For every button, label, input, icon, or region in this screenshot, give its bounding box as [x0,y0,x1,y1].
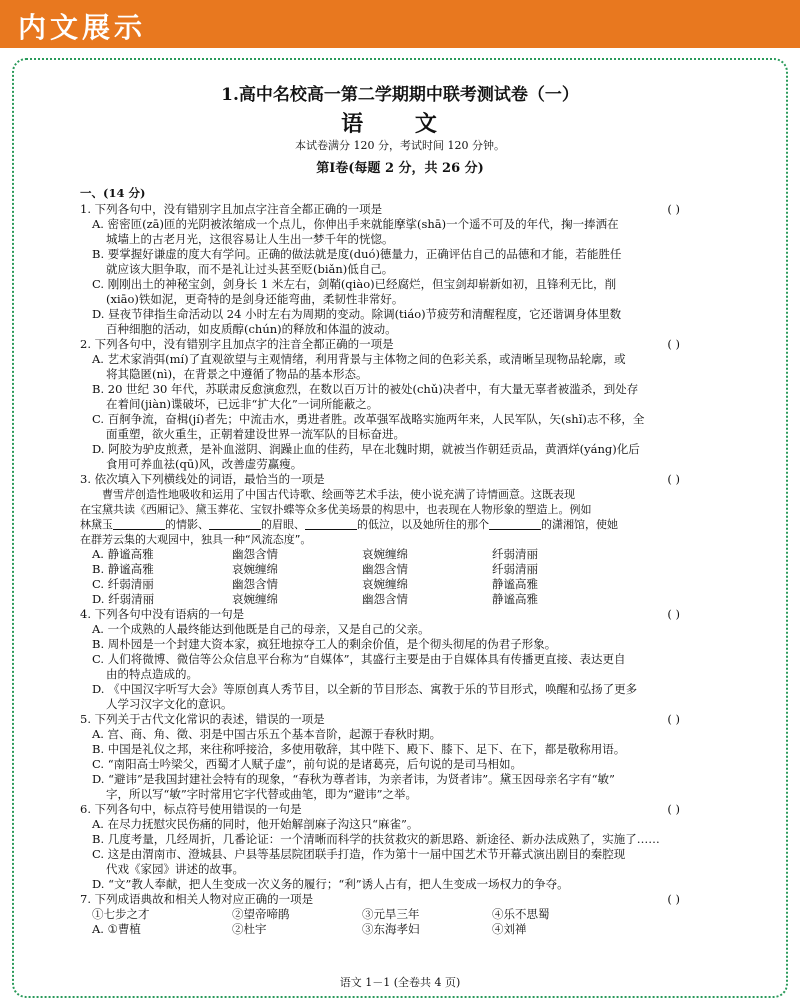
question-1 [80,202,720,337]
option-a-row [80,547,720,562]
option-c-cont: (xiāo)铁如泥，更奇特的是剑身还能弯曲，柔韧性非常好。 [106,292,404,306]
idiom-cell: ②望帝啼鹃 [232,907,290,921]
option-cell: 纤弱清丽 [492,547,538,561]
banner-title: 内文展示 [18,11,147,44]
idiom-row [80,907,720,922]
passage-line: 在宝黛共读《西厢记》、黛玉葬花、宝钗扑蝶等众多优美场景的构思中，也表现在人物形象的塑造上。例如 [80,503,592,516]
option-b-cont: 就应该大胆争取，而不是礼让过头甚至贬(biǎn)低自己。 [106,262,394,276]
passage-text: 的低泣，以及她所住的那个 [357,518,489,531]
option-d: D. 昼夜节律指生命活动以 24 小时左右为周期的变动。除调(tiáo)节疲劳和清醒程度，它还谐调身体里数 [92,307,622,321]
option-b-cont: 在着间(jiàn)谍破坏，已远非“扩大化”一词所能蔽之。 [106,397,379,411]
idiom-cell: ④乐不思蜀 [492,907,550,921]
option-c: C. 这是由渭南市、澄城县、户县等基层院团联手打造，作为第十一届中国艺术节开幕式演出剧目的秦腔现 [92,847,626,861]
option-d-cont: 人学习汉字文化的意识。 [106,697,233,711]
option-d: D. “文”教人奉献，把人生变成一次义务的履行；“利”诱人占有，把人生变成一场权力的争夺。 [92,877,569,891]
idiom-cell: ①七步之才 [92,907,150,921]
option-c: C. 百舸争流，奋楫(jí)者先；中流击水，勇进者胜。改革强军战略实施两年来，人民军队，矢(shǐ)志不移，全 [92,412,645,426]
question-4 [80,607,720,712]
question-2 [80,337,720,472]
fill-blank [113,518,165,530]
option-a: A. 艺术家消弭(mí)了直观欲望与主观情绪，利用背景与主体物之间的色彩关系，或清晰呈现物品轮廓，或 [92,352,626,366]
exam-paper [80,84,720,937]
passage-text: 的潇湘馆，使她 [541,518,618,531]
option-cell: C. 纤弱清丽 [92,577,154,591]
option-d-cont: 食用可养血祛(qū)风，改善虚劳赢瘦。 [106,457,303,471]
part-heading: 第Ⅰ卷(每题 2 分，共 26 分) [316,161,484,176]
option-cell: 幽怨含情 [232,547,278,561]
option-d: D. “避讳”是我国封建社会特有的现象，“春秋为尊者讳，为亲者讳，为贤者讳”。黛玉因母亲名字有“敏” [92,772,615,786]
answer-bracket: ( ) [667,712,680,726]
option-a-cont: 将其隐匿(nì)，在背景之中遵循了物品的基本形态。 [106,367,368,381]
passage-line-blanks [80,517,720,532]
answer-bracket: ( ) [667,337,680,351]
option-d: D. 《中国汉字听写大会》等原创真人秀节目，以全新的节目形态、寓教于乐的节目形式，唤醒和弘扬了更多 [92,682,638,696]
question-stem: 6. 下列各句中，标点符号使用错误的一句是 [80,802,302,816]
option-cell: D. 纤弱清丽 [92,592,155,606]
question-stem: 4. 下列各句中没有语病的一句是 [80,607,245,621]
option-cell: ②杜宇 [232,922,267,936]
fill-blank [305,518,357,530]
question-stem: 2. 下列各句中，没有错别字且加点字的注音全都正确的一项是 [80,337,394,351]
option-cell: B. 静谧高雅 [92,562,154,576]
option-cell: 静谧高雅 [492,592,538,606]
option-cell: ③东海孝妇 [362,922,420,936]
option-b: B. 周朴园是一个封建大资本家，疯狂地掠夺工人的剩余价值，是个彻头彻尾的伪君子形象。 [92,637,557,651]
passage-text: 的眉眼、 [261,518,305,531]
option-a-cont: 城墙上的古老月光，这很容易让人生出一梦千年的恍惚。 [106,232,394,246]
question-5 [80,712,720,802]
option-cell: 幽怨含情 [232,577,278,591]
option-cell: ④刘禅 [492,922,527,936]
option-a: A. 宫、商、角、徵、羽是中国古乐五个基本音阶，起源于春秋时期。 [92,727,442,741]
answer-bracket: ( ) [667,607,680,621]
option-c: C. “南阳高士吟梁父，西蜀才人赋子虚”，前句说的是诸葛亮，后句说的是司马相如。 [92,757,522,771]
option-cell: 纤弱清丽 [492,562,538,576]
subject-title: 语 文 [341,111,459,137]
option-a: A. 一个成熟的人最终能达到他既是自己的母亲，又是自己的父亲。 [92,622,430,636]
option-c-cont: 由的特点造成的。 [106,667,198,681]
question-stem: 7. 下列成语典故和相关人物对应正确的一项是 [80,892,314,906]
option-b: B. 几度考量，几经周折，几番论证：一个清晰而科学的扶贫救灾的新思路、新途径、新办法成熟了，实施了…… [92,832,660,846]
option-cell: 静谧高雅 [492,577,538,591]
option-cell: 幽怨含情 [362,592,408,606]
option-b: B. 20 世纪 30 年代，苏联肃反愈演愈烈，在数以百万计的被处(chǔ)决者中，有大量无辜者被滥杀，到处存 [92,382,639,396]
header-banner [0,0,800,48]
exam-info: 本试卷满分 120 分，考试时间 120 分钟。 [295,139,505,152]
answer-bracket: ( ) [667,472,680,486]
passage-text: 的情影、 [165,518,209,531]
option-c: C. 人们将微博、微信等公众信息平台称为“自媒体”，其盛行主要是由于自媒体具有传播更直接、表达更自 [92,652,626,666]
question-stem: 3. 依次填入下列横线处的词语，最恰当的一项是 [80,472,325,486]
option-cell: A. ①曹植 [92,922,141,936]
answer-bracket: ( ) [667,892,680,906]
option-cell: 哀婉缠绵 [362,547,408,561]
passage-text: 林黛玉 [80,518,113,531]
option-d-cont: 字，所以写“敏”字时常用它字代替或曲笔，即为“避讳”之举。 [106,787,418,801]
option-cell: 哀婉缠绵 [232,592,278,606]
option-cell: 哀婉缠绵 [362,577,408,591]
option-cell: A. 静谧高雅 [92,547,154,561]
question-3 [80,472,720,607]
option-b: B. 要掌握好谦虚的度大有学问。正确的做法就是度(duó)德量力，正确评估自己的品德和才能，若能胜任 [92,247,622,261]
option-a: A. 密密匝(zā)匝的光阴被浓缩成一个点儿，你伸出手来就能摩挲(shā)一个遥不可及的年代，掬一捧洒在 [92,217,619,231]
question-7 [80,892,720,937]
option-d-row [80,592,720,607]
question-stem: 5. 下列关于古代文化常识的表述，错误的一项是 [80,712,325,726]
option-d-cont: 百种细胞的活动，如皮质醇(chún)的释放和体温的波动。 [106,322,397,336]
answer-bracket: ( ) [667,202,680,216]
exam-title: 1.高中名校高一第二学期期中联考测试卷（一） [221,85,579,105]
option-a: A. 在尽力抚慰灾民伤痛的同时，他开始解剖麻子沟这只“麻雀”。 [92,817,419,831]
section-heading: 一、(14 分) [80,186,146,200]
option-c-row [80,577,720,592]
option-c-cont: 面重塑，欲火重生，正朝着建设世界一流军队的目标奋进。 [106,427,405,441]
option-b-row [80,562,720,577]
option-c: C. 刚刚出土的神秘宝剑，剑身长 1 米左右，剑鞘(qiào)已经腐烂，但宝剑却崭新如初，且锋利无比，削 [92,277,617,291]
option-cell: 幽怨含情 [362,562,408,576]
option-a-row [80,922,720,937]
page-footer: 语文 1－1 (全卷共 4 页) [339,976,461,989]
fill-blank [489,518,541,530]
passage-line: 曹雪芹创造性地吸收和运用了中国古代诗歌、绘画等艺术手法，使小说充满了诗情画意。这既表现 [102,488,575,501]
question-6 [80,802,720,892]
option-c-cont: 代戏《家园》讲述的故事。 [106,862,244,876]
option-b: B. 中国是礼仪之邦，来往称呼接洽，多使用敬辞，其中陛下、殿下、膝下、足下、在下，都是敬称用语。 [92,742,626,756]
fill-blank [209,518,261,530]
option-d: D. 阿胶为驴皮煎煮，是补血滋阴、润躁止血的佳药，早在北魏时期，就被当作朝廷贡品，黄酒烊(yáng)化后 [92,442,640,456]
answer-bracket: ( ) [667,802,680,816]
passage-line: 在群芳云集的大观园中，独具一种“风流态度”。 [80,533,312,546]
option-cell: 哀婉缠绵 [232,562,278,576]
idiom-cell: ③元旱三年 [362,907,420,921]
question-stem: 1. 下列各句中，没有错别字且加点字注音全都正确的一项是 [80,202,383,216]
